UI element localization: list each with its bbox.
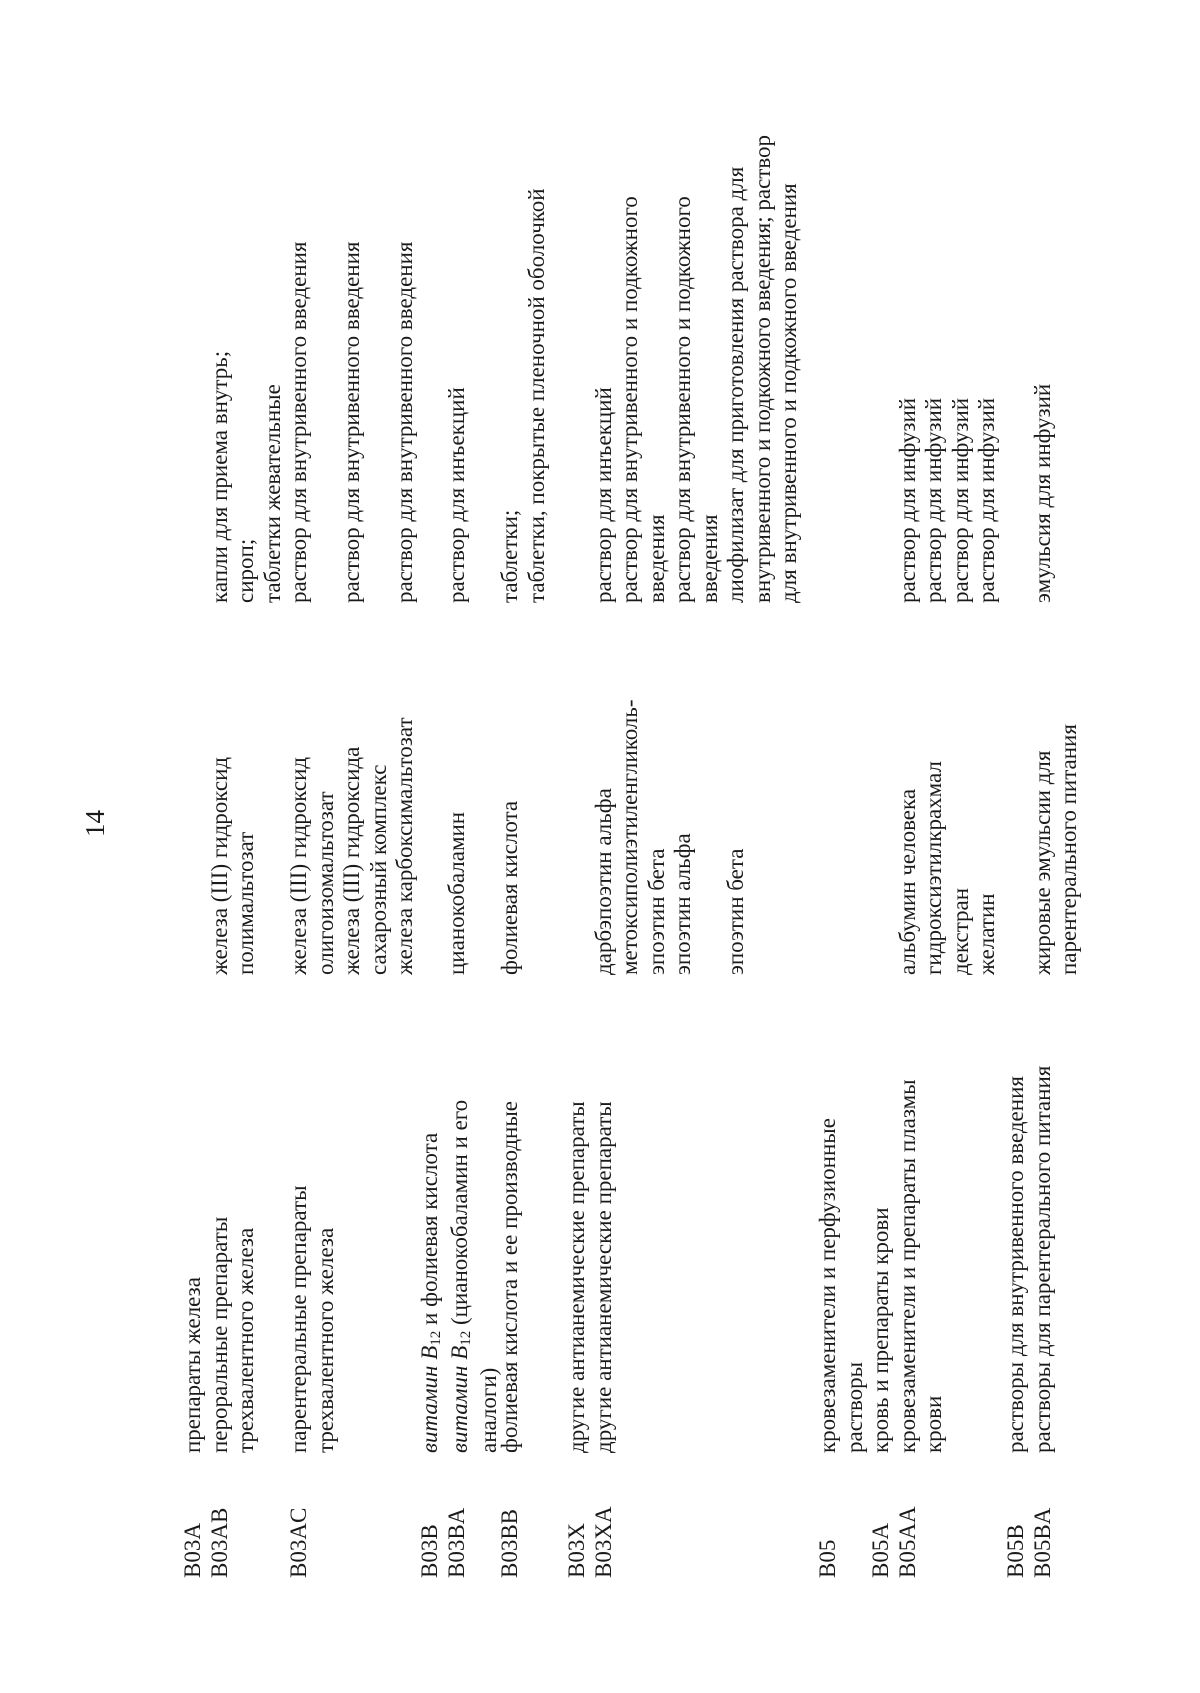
substance-text: сахарозный комплекс bbox=[365, 764, 391, 975]
group-text: кровь и препараты крови bbox=[868, 1207, 893, 1453]
group-cell bbox=[417, 923, 503, 1453]
atc-code-cell bbox=[1003, 1468, 1056, 1578]
dosage-form-text: таблетки, покрытые пленочной оболочкой bbox=[523, 188, 549, 603]
atc-code: B05 bbox=[815, 1539, 840, 1578]
atc-code-cell bbox=[497, 1468, 524, 1578]
group-text: препараты железа bbox=[180, 1277, 205, 1453]
atc-code: B05A bbox=[868, 1523, 893, 1578]
substance-text: цианокобаламин bbox=[443, 811, 469, 975]
dosage-form-text: введения bbox=[696, 514, 722, 603]
atc-code: B03BB bbox=[497, 1508, 522, 1578]
group-text: пероральные препараты bbox=[206, 1216, 232, 1453]
substance-text: парентерального питания bbox=[1056, 724, 1081, 975]
substance-cell bbox=[286, 625, 419, 975]
dosage-form-cell bbox=[1003, 68, 1056, 603]
dosage-form-text: таблетки; bbox=[497, 509, 522, 603]
substance-text: альбумин человека bbox=[894, 788, 920, 975]
dosage-form-cell bbox=[180, 68, 286, 603]
atc-code: B03XA bbox=[590, 1506, 616, 1578]
group-cell bbox=[180, 923, 260, 1453]
atc-code: B03X bbox=[564, 1523, 589, 1578]
substance-text: жировые эмульсии для bbox=[1029, 750, 1055, 975]
group-cell bbox=[497, 923, 524, 1453]
dosage-form-text: лиофилизат для приготовления раствора для bbox=[723, 166, 748, 603]
dosage-form-text: раствор для инфузий bbox=[921, 397, 946, 603]
dosage-form-text: для внутривенного и подкожного введения bbox=[776, 183, 801, 603]
group-text: парентеральные препараты bbox=[286, 1185, 311, 1453]
substance-text: железа карбоксимальтозат bbox=[392, 717, 417, 975]
group-text: растворы для внутривенного введения bbox=[1003, 1076, 1028, 1453]
substance-text: эпоэтин бета bbox=[723, 848, 748, 975]
dosage-form-text: внутривенного и подкожного введения; раствор bbox=[749, 134, 775, 603]
substance-cell bbox=[1003, 625, 1083, 975]
group-text: трехвалентного железа bbox=[312, 1227, 338, 1453]
atc-code-cell bbox=[180, 1468, 233, 1578]
group-text: другие антианемические препараты bbox=[590, 1101, 616, 1453]
dosage-form-text: сироп; bbox=[233, 538, 258, 603]
substance-text: железа (III) гидроксида bbox=[339, 746, 364, 975]
dosage-form-text: раствор для инфузий bbox=[894, 397, 920, 603]
substance-cell bbox=[564, 625, 750, 975]
atc-code: B03AB bbox=[206, 1507, 232, 1578]
dosage-form-cell bbox=[497, 68, 550, 603]
group-text: витамин B12 и фолиевая кислота bbox=[417, 1132, 444, 1453]
group-cell bbox=[1003, 923, 1056, 1453]
dosage-form-text: раствор для внутривенного и подкожного bbox=[617, 196, 642, 603]
atc-code: B03A bbox=[180, 1523, 205, 1578]
atc-code-cell bbox=[564, 1468, 617, 1578]
atc-code: B05B bbox=[1003, 1524, 1028, 1578]
group-cell bbox=[286, 923, 339, 1453]
group-cell bbox=[564, 923, 617, 1453]
substance-text: декстран bbox=[947, 887, 973, 975]
group-text: другие антианемические препараты bbox=[564, 1101, 589, 1453]
atc-code-cell bbox=[417, 1468, 470, 1578]
group-text: крови bbox=[921, 1395, 946, 1453]
atc-code: B05BA bbox=[1029, 1507, 1055, 1578]
substance-text: полимальтозат bbox=[233, 831, 258, 975]
dosage-form-text: раствор для инъекций bbox=[590, 387, 616, 603]
substance-text: метоксиполиэтиленгликоль- bbox=[617, 699, 642, 975]
group-cell bbox=[815, 923, 948, 1453]
substance-text: эпоэтин бета bbox=[643, 848, 669, 975]
dosage-form-text: раствор для внутривенного введения bbox=[286, 241, 311, 603]
group-text: растворы bbox=[841, 1361, 867, 1453]
dosage-form-text: таблетки жевательные bbox=[259, 384, 285, 603]
dosage-form-cell bbox=[564, 68, 803, 603]
atc-code-cell bbox=[815, 1468, 921, 1578]
dosage-form-text: раствор для внутривенного введения bbox=[392, 241, 417, 603]
group-text: аналоги) bbox=[476, 1367, 501, 1453]
substance-text: желатин bbox=[974, 893, 999, 975]
dosage-form-text: раствор для инъекций bbox=[443, 387, 469, 603]
atc-code: B03B bbox=[417, 1524, 442, 1578]
dosage-form-text: эмульсия для инфузий bbox=[1029, 383, 1055, 603]
dosage-form-text: раствор для инфузий bbox=[947, 397, 973, 603]
dosage-form-text: раствор для внутривенного введения bbox=[339, 241, 364, 603]
substance-text: олигоизомальтозат bbox=[312, 791, 338, 975]
substance-cell bbox=[815, 625, 1001, 975]
dosage-form-text: раствор для инфузий bbox=[974, 397, 999, 603]
dosage-form-text: капли для приема внутрь; bbox=[206, 350, 232, 603]
atc-code: B03BA bbox=[443, 1507, 469, 1578]
group-text: витамин B12 (цианокобаламин и его bbox=[446, 1099, 474, 1453]
substance-text: гидроксиэтилкрахмал bbox=[921, 761, 946, 975]
dosage-form-text: раствор для внутривенного и подкожного bbox=[670, 196, 695, 603]
substance-text: фолиевая кислота bbox=[497, 800, 522, 975]
substance-text: железа (III) гидроксид bbox=[286, 756, 311, 975]
page-number: 14 bbox=[80, 810, 110, 837]
substance-cell bbox=[180, 625, 260, 975]
group-text: кровезаменители и препараты плазмы bbox=[894, 1079, 920, 1453]
dosage-form-text: введения bbox=[643, 514, 669, 603]
substance-cell bbox=[497, 625, 524, 975]
group-text: кровезаменители и перфузионные bbox=[815, 1118, 840, 1453]
substance-cell bbox=[417, 625, 470, 975]
substance-text: железа (III) гидроксид bbox=[206, 756, 232, 975]
atc-code: B05AA bbox=[894, 1506, 920, 1578]
atc-code-cell bbox=[286, 1468, 313, 1578]
dosage-form-cell bbox=[417, 68, 470, 603]
dosage-form-cell bbox=[286, 68, 419, 603]
substance-text: эпоэтин альфа bbox=[670, 833, 695, 975]
group-text: фолиевая кислота и ее производные bbox=[497, 1101, 522, 1453]
group-text: растворы для парентерального питания bbox=[1029, 1065, 1055, 1453]
atc-code: B03AC bbox=[286, 1507, 311, 1578]
dosage-form-cell bbox=[815, 68, 1001, 603]
substance-text: дарбэпоэтин альфа bbox=[590, 788, 616, 975]
group-text: трехвалентного железа bbox=[233, 1227, 258, 1453]
